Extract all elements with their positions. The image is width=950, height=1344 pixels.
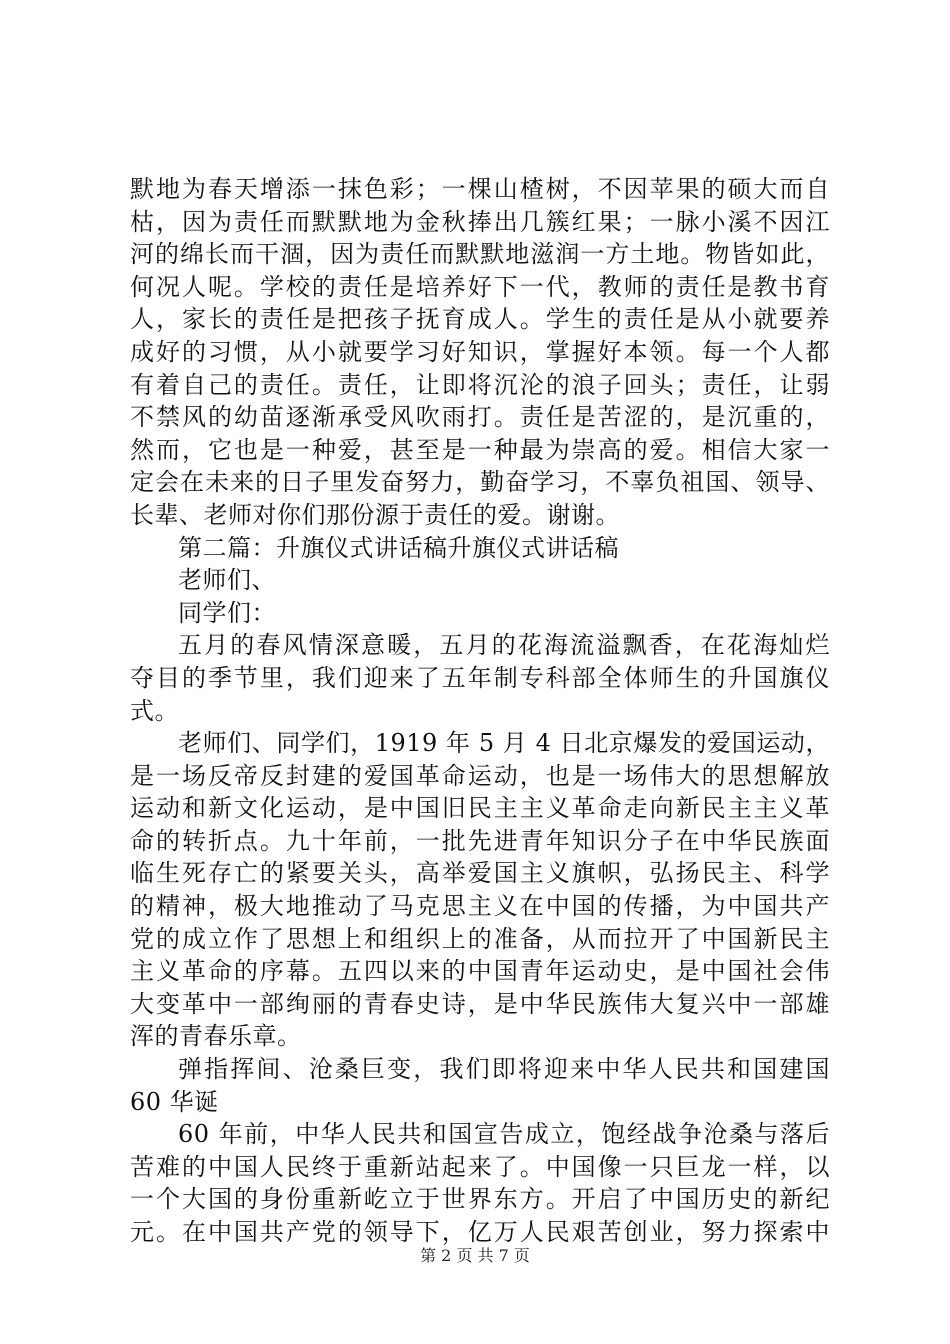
text-line: 枯，因为责任而默默地为金秋捧出几簇红果；一脉小溪不因江: [130, 207, 830, 236]
text-line: 老师们、: [178, 566, 276, 595]
text-line: 人，家长的责任是把孩子抚育成人。学生的责任是从小就要养: [130, 305, 830, 334]
text-line: 式。: [130, 696, 179, 725]
text-line: 浑的青春乐章。: [130, 1022, 302, 1051]
text-line: 然而，它也是一种爱，甚至是一种最为崇高的爱。相信大家一: [130, 435, 830, 464]
text-line: 党的成立作了思想上和组织上的准备，从而拉开了中国新民主: [130, 924, 830, 953]
text-line: 同学们：: [178, 598, 276, 627]
text-line: 临生死存亡的紧要关头，高举爱国主义旗帜，弘扬民主、科学: [130, 859, 830, 888]
body-text: [130, 173, 830, 1249]
text-line: 60 年前，中华人民共和国宣告成立，饱经战争沧桑与落后: [178, 1120, 830, 1149]
text-line: 苦难的中国人民终于重新站起来了。中国像一只巨龙一样，以: [130, 1152, 830, 1181]
text-line: 何况人呢。学校的责任是培养好下一代，教师的责任是教书育: [130, 272, 830, 301]
text-line: 五月的春风情深意暖，五月的花海流溢飘香，在花海灿烂: [178, 631, 830, 660]
text-line: 一个大国的身份重新屹立于世界东方。开启了中国历史的新纪: [130, 1185, 830, 1214]
text-line: 的精神，极大地推动了马克思主义在中国的传播，为中国共产: [130, 892, 830, 921]
text-line: 是一场反帝反封建的爱国革命运动，也是一场伟大的思想解放: [130, 761, 830, 790]
text-line: 元。在中国共产党的领导下，亿万人民艰苦创业，努力探索中: [130, 1218, 830, 1246]
text-line: 有着自己的责任。责任，让即将沉沦的浪子回头；责任，让弱: [130, 370, 830, 399]
text-line: 命的转折点。九十年前，一批先进青年知识分子在中华民族面: [130, 826, 830, 855]
text-line: 默地为春天增添一抹色彩；一棵山楂树，不因苹果的硕大而自: [130, 175, 830, 203]
text-line: 主义革命的序幕。五四以来的中国青年运动史，是中国社会伟: [130, 957, 830, 986]
text-line: 老师们、同学们，1919 年 5 月 4 日北京爆发的爱国运动，: [178, 729, 830, 758]
text-line: 大变革中一部绚丽的青春史诗，是中华民族伟大复兴中一部雄: [130, 989, 830, 1018]
page-footer: 第 2 页 共 7 页: [420, 1246, 530, 1265]
text-line: 运动和新文化运动，是中国旧民主主义革命走向新民主主义革: [130, 794, 830, 823]
text-line: 定会在未来的日子里发奋努力，勤奋学习，不辜负祖国、领导、: [130, 468, 830, 497]
text-line: 河的绵长而干涸，因为责任而默默地滋润一方土地。物皆如此，: [130, 240, 830, 269]
text-line: 第二篇：升旗仪式讲话稿升旗仪式讲话稿: [178, 533, 619, 562]
text-line: 夺目的季节里，我们迎来了五年制专科部全体师生的升国旗仪: [130, 663, 830, 692]
text-line: 成好的习惯，从小就要学习好知识，掌握好本领。每一个人都: [130, 337, 830, 366]
text-line: 弹指挥间、沧桑巨变，我们即将迎来中华人民共和国建国: [178, 1055, 830, 1084]
text-line: 长辈、老师对你们那份源于责任的爱。谢谢。: [130, 500, 620, 529]
text-line: 60 华诞: [130, 1087, 219, 1116]
text-line: 不禁风的幼苗逐渐承受风吹雨打。责任是苦涩的，是沉重的，: [130, 403, 830, 432]
